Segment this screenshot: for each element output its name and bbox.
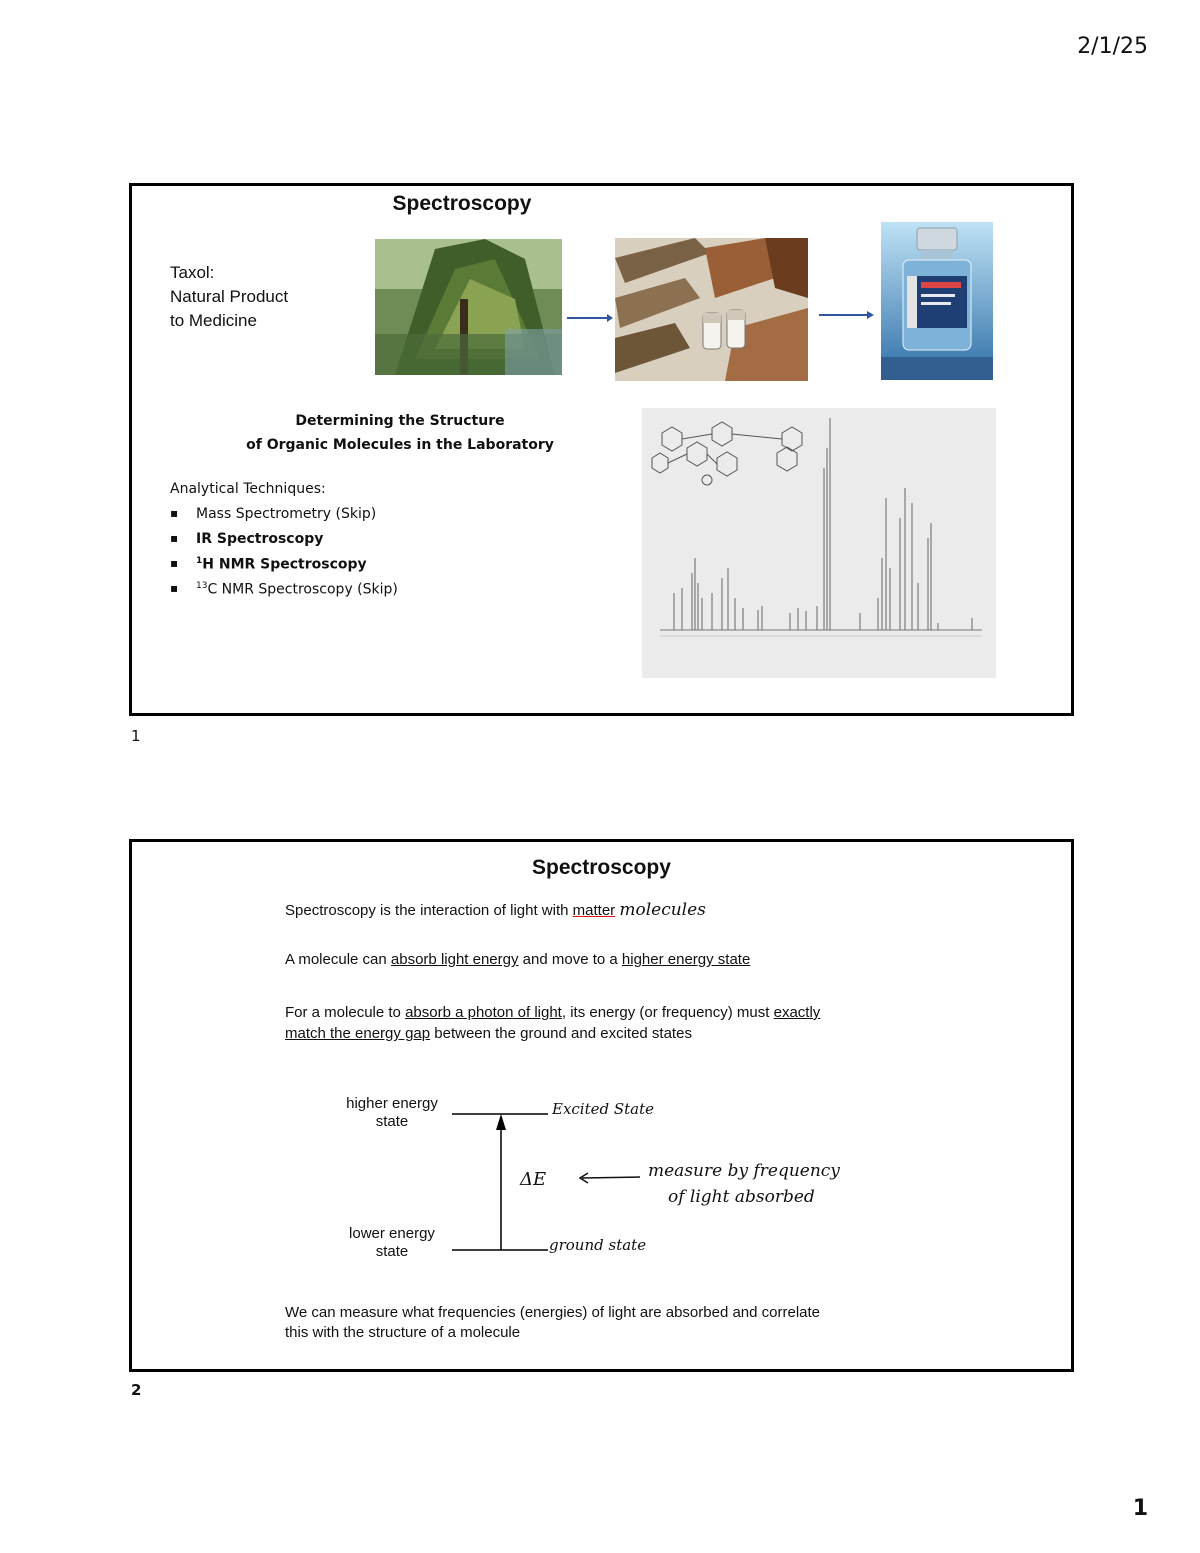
handwritten-measure-note xyxy=(648,1158,840,1210)
taxol-caption xyxy=(170,261,288,333)
slide-1-subtitle xyxy=(230,409,570,457)
handwritten-excited-state: Excited State xyxy=(552,1100,655,1118)
list-item xyxy=(170,556,398,581)
paragraph-3-line xyxy=(285,1023,820,1044)
bark-and-samples-image xyxy=(615,238,808,381)
taxol-caption-line: Natural Product xyxy=(170,287,289,306)
technique-1h-nmr: H NMR Spectroscopy xyxy=(202,556,367,573)
list-item xyxy=(170,531,398,556)
note-line: measure by frequency xyxy=(648,1161,840,1181)
text-span: Spectroscopy is the interaction of light with xyxy=(285,902,573,919)
label-line: higher energy xyxy=(346,1095,438,1112)
label-line: state xyxy=(375,1243,409,1260)
page-number: 1 xyxy=(1132,1496,1148,1521)
taxol-vial-image xyxy=(881,222,993,380)
taxol-caption-line: to Medicine xyxy=(170,311,257,330)
text-span: between the ground and excited states xyxy=(430,1025,692,1042)
arrow-left-icon xyxy=(574,1170,644,1186)
label-line: lower energy xyxy=(349,1225,435,1242)
arrow-up-icon xyxy=(496,1114,506,1130)
handwritten-delta-e: ΔE xyxy=(520,1169,547,1190)
yew-tree-image xyxy=(375,239,562,375)
page-date: 2/1/25 xyxy=(1077,34,1148,59)
technique-mass-spec: Mass Spectrometry (Skip) xyxy=(196,506,377,522)
superscript: 13 xyxy=(196,581,208,591)
underlined-text: higher energy state xyxy=(621,951,751,968)
lower-energy-label xyxy=(322,1225,462,1261)
slide-1-number: 1 xyxy=(131,727,141,745)
taxol-caption-line: Taxol: xyxy=(170,263,215,282)
subtitle-line: of Organic Molecules in the Laboratory xyxy=(246,437,554,453)
handwritten-ground-state: ground state xyxy=(549,1236,647,1254)
slide-2-title: Spectroscopy xyxy=(532,856,671,879)
note-line: of light absorbed xyxy=(668,1187,815,1207)
text-span: A molecule can xyxy=(285,951,391,968)
struck-word-matter: matter xyxy=(572,902,616,919)
paragraph-4-line: We can measure what frequencies (energies) of light are absorbed and correlate xyxy=(285,1304,821,1321)
underlined-text: exactly xyxy=(773,1004,821,1021)
slide-2-number: 2 xyxy=(131,1381,142,1399)
techniques-list xyxy=(170,506,398,606)
subtitle-line: Determining the Structure xyxy=(295,413,505,429)
nmr-spectrum-image xyxy=(642,408,996,678)
paragraph-4 xyxy=(285,1303,820,1343)
underlined-text: match the energy gap xyxy=(285,1025,431,1042)
label-line: state xyxy=(375,1113,409,1130)
arrow-right-icon xyxy=(817,309,877,321)
higher-energy-label xyxy=(322,1095,462,1131)
slide-1 xyxy=(129,183,1074,716)
paragraph-4-line: this with the structure of a molecule xyxy=(285,1324,521,1341)
paragraph-1 xyxy=(285,900,706,920)
paragraph-3-line xyxy=(285,1002,820,1023)
techniques-heading: Analytical Techniques: xyxy=(170,481,326,497)
text-span: , its energy (or frequency) must xyxy=(561,1004,774,1021)
underlined-text: absorb a photon of light xyxy=(405,1004,562,1021)
superscript: 1 xyxy=(196,556,203,566)
list-item xyxy=(170,506,398,531)
technique-13c-nmr: C NMR Spectroscopy (Skip) xyxy=(207,581,398,598)
list-item xyxy=(170,581,398,606)
paragraph-3 xyxy=(285,1002,820,1044)
text-span: For a molecule to xyxy=(285,1004,406,1021)
arrow-right-icon xyxy=(565,312,615,324)
slide-2 xyxy=(129,839,1074,1372)
slide-1-title: Spectroscopy xyxy=(392,192,532,215)
paragraph-2 xyxy=(285,951,750,968)
text-span: and move to a xyxy=(518,951,622,968)
technique-ir: IR Spectroscopy xyxy=(196,531,324,547)
handwritten-molecules: molecules xyxy=(619,900,706,920)
underlined-text: absorb light energy xyxy=(390,951,519,968)
